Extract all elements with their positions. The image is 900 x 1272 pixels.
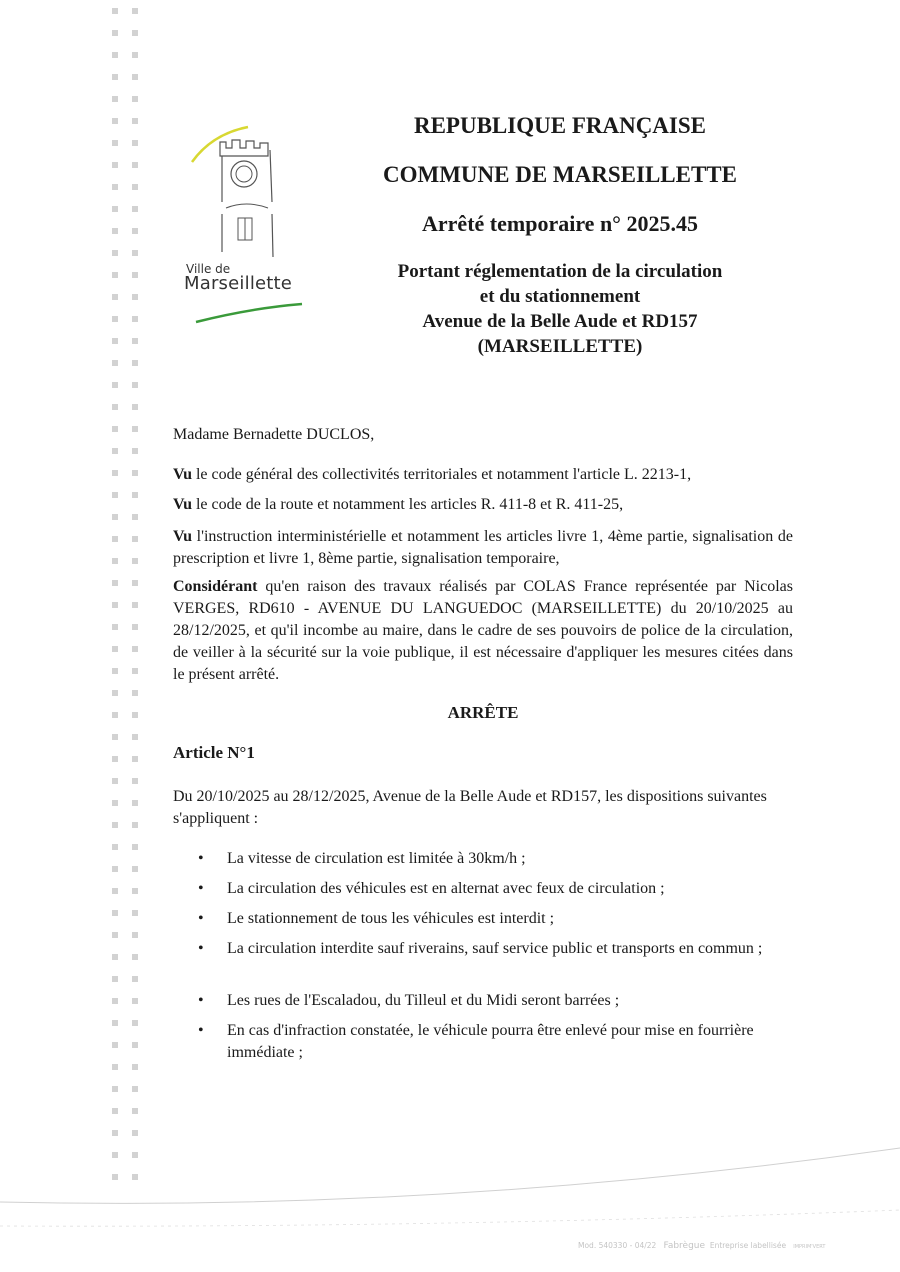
margin-dot	[132, 668, 138, 674]
subject-line-4: (MARSEILLETTE)	[477, 336, 643, 357]
vu-text-2: le code de la route et notamment les articles R. 411-8 et R. 411-25,	[191, 496, 624, 513]
margin-dot	[112, 206, 118, 212]
margin-dot	[112, 514, 118, 520]
vu-label: Vu	[173, 528, 192, 545]
margin-dot	[132, 30, 138, 36]
list-item-text: La circulation interdite sauf riverains, sauf service public et transports en commun ;	[227, 940, 763, 957]
considerant-paragraph	[173, 576, 793, 686]
margin-dot	[112, 822, 118, 828]
margin-dot	[112, 74, 118, 80]
margin-dot	[132, 778, 138, 784]
margin-dot	[112, 712, 118, 718]
margin-dot	[132, 316, 138, 322]
margin-dot	[132, 492, 138, 498]
margin-dot	[132, 558, 138, 564]
header-republique: REPUBLIQUE FRANÇAISE	[413, 113, 706, 138]
margin-dot	[112, 30, 118, 36]
margin-dot	[132, 954, 138, 960]
margin-dot	[132, 206, 138, 212]
margin-dot	[132, 382, 138, 388]
margin-dot	[112, 778, 118, 784]
bullet-icon: •	[198, 1022, 204, 1039]
margin-dot	[112, 1020, 118, 1026]
margin-dot	[112, 448, 118, 454]
bullet-icon: •	[198, 880, 204, 897]
margin-dot	[112, 668, 118, 674]
list-item	[198, 908, 768, 930]
subject-line-2: et du stationnement	[479, 286, 641, 307]
margin-dot	[132, 140, 138, 146]
margin-dot	[132, 404, 138, 410]
salutation: Madame Bernadette DUCLOS,	[173, 426, 375, 443]
margin-dot	[132, 1130, 138, 1136]
bullet-icon: •	[198, 850, 204, 867]
logo-text-ville-de: Ville de	[186, 262, 231, 276]
margin-dot	[132, 448, 138, 454]
margin-dot	[112, 316, 118, 322]
list-item-text: Le stationnement de tous les véhicules est interdit ;	[227, 910, 555, 927]
margin-dot	[132, 184, 138, 190]
footer-mark: IMPRIM'VERT	[793, 1244, 826, 1250]
vu-label: Vu	[173, 496, 192, 513]
margin-dot	[112, 96, 118, 102]
bullet-icon: •	[198, 910, 204, 927]
margin-dot	[112, 140, 118, 146]
list-item	[198, 1020, 768, 1064]
margin-dot	[132, 294, 138, 300]
margin-dot	[112, 646, 118, 652]
margin-dot	[132, 74, 138, 80]
margin-dot	[132, 1020, 138, 1026]
vu-paragraph-1	[173, 464, 793, 486]
list-item	[198, 938, 768, 960]
marseillette-tower-logo	[182, 122, 312, 327]
margin-dot	[112, 558, 118, 564]
margin-dot	[132, 8, 138, 14]
margin-dot	[112, 52, 118, 58]
margin-dot	[132, 756, 138, 762]
margin-dot	[112, 426, 118, 432]
considerant-label: Considérant	[173, 578, 258, 595]
margin-dot	[132, 360, 138, 366]
article-1-intro: Du 20/10/2025 au 28/12/2025, Avenue de la Belle Aude et RD157, les dispositions suivantes s'appliquent :	[173, 788, 767, 827]
article-1-title: Article N°1	[173, 743, 255, 762]
margin-dot	[112, 1086, 118, 1092]
margin-dot	[112, 184, 118, 190]
margin-dot	[112, 580, 118, 586]
list-item-text: La vitesse de circulation est limitée à 30km/h ;	[227, 850, 526, 867]
margin-dot	[132, 1064, 138, 1070]
margin-dot	[132, 866, 138, 872]
margin-dot	[112, 756, 118, 762]
margin-dot	[132, 998, 138, 1004]
margin-dot	[112, 602, 118, 608]
margin-dot	[112, 1130, 118, 1136]
margin-dot	[112, 976, 118, 982]
bullet-icon: •	[198, 992, 204, 1009]
margin-dot	[132, 228, 138, 234]
margin-dot	[112, 910, 118, 916]
margin-dot	[132, 514, 138, 520]
subject-line-1: Portant réglementation de la circulation	[397, 261, 723, 282]
margin-dot	[112, 250, 118, 256]
list-item-text: Les rues de l'Escaladou, du Tilleul et du Midi seront barrées ;	[227, 992, 620, 1009]
margin-dot	[132, 932, 138, 938]
margin-dot	[132, 602, 138, 608]
margin-dot	[132, 822, 138, 828]
margin-dot	[132, 888, 138, 894]
margin-dot	[112, 294, 118, 300]
list-item-text: En cas d'infraction constatée, le véhicule pourra être enlevé pour mise en fourrière immédiate ;	[227, 1022, 754, 1061]
margin-dot	[132, 1086, 138, 1092]
margin-dot	[112, 272, 118, 278]
considerant-text: qu'en raison des travaux réalisés par COLAS France représentée par Nicolas VERGES, RD610 - AVENUE DU LANGUEDOC (MARSEILLETTE) du 20/10/2025 au 28/12/2025, et qu'il incombe au maire, dans le cadre de ses pouvoirs de police de la circulation, de veiller à la sécurité sur la voie publique, il est nécessaire d'appliquer les mesures citées dans le présent arrêté.	[173, 578, 793, 683]
vu-paragraph-3	[173, 526, 793, 570]
margin-dot	[132, 272, 138, 278]
margin-dot	[132, 800, 138, 806]
margin-dot	[132, 52, 138, 58]
list-item-text: La circulation des véhicules est en alternat avec feux de circulation ;	[227, 880, 665, 897]
margin-dot	[132, 690, 138, 696]
margin-dot	[132, 338, 138, 344]
margin-dot	[112, 800, 118, 806]
margin-dot	[112, 162, 118, 168]
logo-text-marseillette: Marseillette	[184, 273, 293, 294]
margin-dot	[132, 712, 138, 718]
bullet-icon: •	[198, 940, 204, 957]
footer-printer-info	[578, 1241, 825, 1251]
margin-dot	[132, 1042, 138, 1048]
margin-dot	[132, 162, 138, 168]
margin-dot	[112, 404, 118, 410]
margin-dot	[132, 250, 138, 256]
list-item	[198, 878, 768, 900]
margin-dot	[112, 844, 118, 850]
margin-dot	[132, 624, 138, 630]
margin-dot	[132, 646, 138, 652]
footer-label: Entreprise labellisée	[709, 1241, 787, 1250]
margin-dot	[112, 888, 118, 894]
footer-mod: Mod. 540330 - 04/22	[578, 1241, 657, 1250]
margin-dot	[132, 426, 138, 432]
list-item	[198, 990, 768, 1012]
vu-label: Vu	[173, 466, 192, 483]
margin-dot	[112, 360, 118, 366]
margin-dot	[132, 844, 138, 850]
margin-dot	[132, 1108, 138, 1114]
margin-dot	[112, 470, 118, 476]
margin-dot	[112, 338, 118, 344]
margin-dot	[112, 998, 118, 1004]
footer-printer: Fabrègue	[663, 1241, 706, 1251]
margin-dot	[112, 1042, 118, 1048]
vu-text-3: l'instruction interministérielle et notamment les articles livre 1, 4ème partie, signalisation de prescription et livre 1, 8ème partie, signalisation temporaire,	[173, 528, 793, 567]
margin-dot	[112, 734, 118, 740]
margin-dot	[112, 536, 118, 542]
margin-dot	[132, 580, 138, 586]
arrete-title: ARRÊTE	[447, 703, 519, 722]
margin-dot	[132, 536, 138, 542]
margin-dot	[132, 734, 138, 740]
subject-line-3: Avenue de la Belle Aude et RD157	[422, 311, 698, 332]
margin-dot	[112, 382, 118, 388]
list-item	[198, 848, 768, 870]
margin-dot	[112, 228, 118, 234]
margin-dot	[112, 118, 118, 124]
margin-dot	[132, 976, 138, 982]
vu-text-1: le code général des collectivités territoriales et notamment l'article L. 2213-1,	[191, 466, 692, 483]
vu-paragraph-2	[173, 494, 793, 516]
margin-dot	[132, 96, 138, 102]
margin-dot	[112, 932, 118, 938]
margin-dot	[112, 690, 118, 696]
margin-dot	[112, 1108, 118, 1114]
margin-dot	[132, 910, 138, 916]
margin-dot	[112, 954, 118, 960]
page-bottom-curve	[0, 1140, 900, 1230]
punch-hole-margin	[110, 8, 150, 1208]
margin-dot	[112, 8, 118, 14]
margin-dot	[112, 866, 118, 872]
margin-dot	[112, 624, 118, 630]
margin-dot	[132, 470, 138, 476]
header-commune: COMMUNE DE MARSEILLETTE	[383, 162, 737, 187]
margin-dot	[112, 492, 118, 498]
margin-dot	[132, 118, 138, 124]
margin-dot	[112, 1064, 118, 1070]
header-arrete-number: Arrêté temporaire n° 2025.45	[422, 211, 698, 236]
